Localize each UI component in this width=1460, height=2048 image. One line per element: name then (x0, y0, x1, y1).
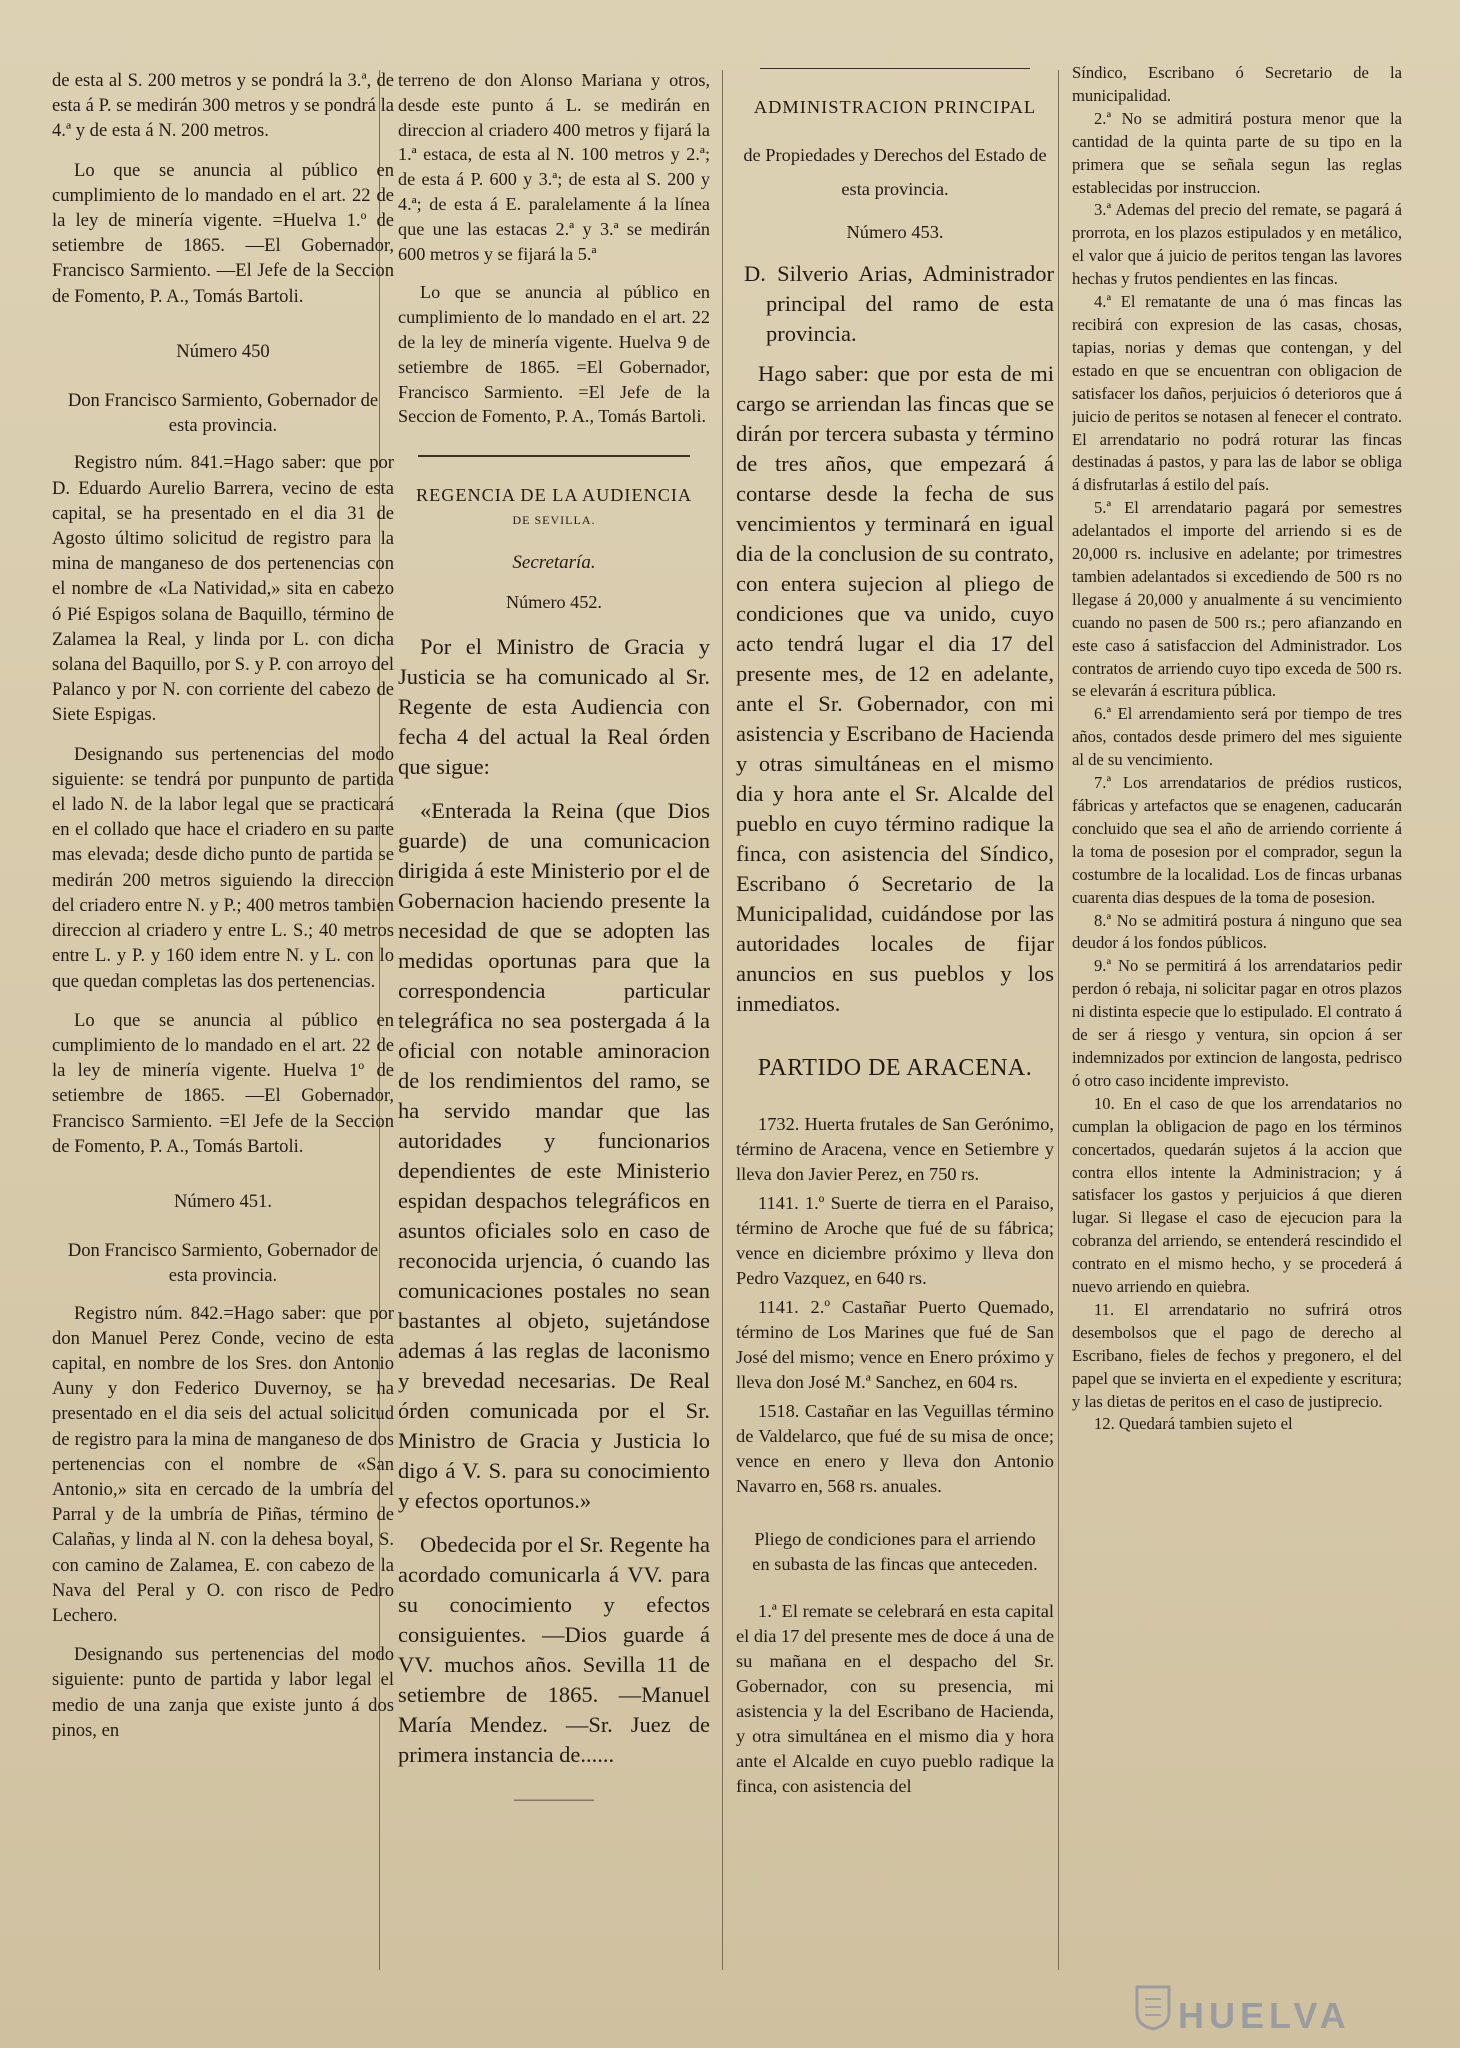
condition-5: 5.ª El arrendatario pagará por semestres adelantados el importe del arriendo si es de 20,000 rs. inclusive en adelante; por trimestres tambien adelantados si excediendo de 500 rs no llegase á 20,000 y anualmente á su vencimiento cuando no pasen de 500 rs.; pero afianzando en este caso á satisfaccion del Administrador. Los contratos de arriendo cuyo tipo exceda de 500 rs. se elevarán á escritura pública. (1072, 498, 1402, 701)
column-4 (1072, 62, 1402, 2022)
paragraph: Por el Ministro de Gracia y Justicia se ha comunicado al Sr. Regente de esta Audiencia con fecha 4 del actual la Real órden que sigue: (398, 634, 710, 780)
paragraph: «Enterada la Reina (que Dios guarde) de una comunicacion dirigida á este Ministerio por el de Gobernacion haciendo presente la necesidad de que se adopten las medidas oportunas para que la correspondencia particular telegráfica no sea postergada á la oficial con notable aminoracion de los rendimientos del ramo, se ha servido mandar que las autoridades y funcionarios dependientes de este Ministerio espidan despachos telegráficos en asuntos oficiales solo en caso de reconocida urjencia, ó cuando las comunicaciones postales no sean bastantes al objeto, sujetándose ademas á las reglas de laconismo y brevedad necesarias. De Real órden comunicada por el Sr. Ministro de Gracia y Justicia lo digo á V. S. para su conocimiento y efectos oportunos.» (398, 798, 710, 1514)
condition-11: 11. El arrendatario no sufrirá otros desembolsos que el pago de derecho al Escribano, fieles de fechos y pregonero, el del papel que se invierta en el expediente y escritura; y las dietas de peritos en el caso de justiprecio. (1072, 1299, 1402, 1411)
paragraph: Obedecida por el Sr. Regente ha acordado comunicarla á VV. para su conocimiento y efectos consiguientes. —Dios guarde á VV. muchos años. Sevilla 11 de setiembre de 1865. —Manuel María Mendez. —Sr. Juez de primera instancia de...... (398, 1532, 710, 1768)
column-rule (722, 70, 723, 1970)
condition-8: 8.ª No se admitirá postura á ninguno que sea deudor á los fondos públicos. (1072, 910, 1402, 953)
section-number-452: Número 452. (506, 591, 602, 612)
paragraph: Designando sus pertenencias del modo siguiente: se tendrá por punpunto de partida el lado N. de la labor legal que se practicará en el collado que hace el criadero en su parte mas elevada; desde dicho punto de partida se medirán 200 metros siguiendo la direccion del criadero entre N. y P.; 400 metros tambien direccion al criadero y entre L. S.; 40 metros entre L. y P. y 160 idem entre N. y L. con lo que quedan completas las dos pertenencias. (52, 743, 394, 992)
property-entry: 1141. 2.º Castañar Puerto Quemado, término de Los Marines que fué de San José del mismo; vence en Enero próximo y lleva don José M.ª Sanchez, en 604 rs. (736, 1297, 1054, 1392)
governor-title: Don Francisco Sarmiento, Gobernador de esta provincia. (67, 1240, 379, 1287)
condition-10: 10. En el caso de que los arrendatarios no cumplan la obligacion de pago en los términos concertados, quedarán sujetos á la accion que contra ellos intente la Administracion; y á satisfacer los gastos y perjuicios á que dieren lugar. Si llegase el caso de ejecucion para la cobranza del arriendo, se entenderá rescindido el contrato en el mismo hecho, y se procederá á nuevo arriendo en quiebra. (1072, 1093, 1402, 1297)
condition-1: 1.ª El remate se celebrará en esta capital el dia 17 del presente mes de doce á una de su mañana en el despacho del Sr. Gobernador, con su presencia, mi asistencia y la del Escribano de Hacienda, y otra simultánea en el mismo dia y hora ante el Alcalde en cuyo pueblo radique la finca, con asistencia del (736, 1601, 1054, 1796)
administrator-title: D. Silverio Arias, Administrador principal del ramo de esta provincia. (744, 261, 1054, 346)
paragraph: Lo que se anuncia al público en cumplimiento de lo mandado en el art. 22 de la ley de minería vigente. Huelva 1º de setiembre de 1865. —El Gobernador, Francisco Sarmiento. =El Jefe de la Seccion de Fomento, P. A., Tomás Bartoli. (52, 1009, 394, 1157)
property-entry: 1732. Huerta frutales de San Gerónimo, término de Aracena, vence en Setiembre y lleva don Javier Perez, en 750 rs. (736, 1114, 1054, 1184)
paragraph: Lo que se anuncia al público en cumplimiento de lo mandado en el art. 22 de la ley de minería vigente. Huelva 9 de setiembre de 1865. =El Gobernador, Francisco Sarmiento. =El Jefe de la Seccion de Fomento, P. A., Tomás Bartoli. (398, 282, 710, 427)
paragraph: terreno de don Alonso Mariana y otros, desde este punto á L. se medirán en direccion al criadero 400 metros y fijará la 1.ª estaca, de esta al N. 100 metros y 2.ª; de esta á P. 600 y 3.ª; de esta al S. 200 y 4.ª; de esta á E. paralelamente á la línea que une las estacas 2.ª y 3.ª se medirán 600 metros y se fijará la 5.ª (398, 70, 710, 264)
district-heading: PARTIDO DE ARACENA. (757, 1055, 1033, 1081)
condition-2: 2.ª No se admitirá postura menor que la cantidad de la quinta parte de su tipo en la primera que se señala segun las reglas establecidas por instruccion. (1072, 108, 1402, 197)
paragraph: Registro núm. 842.=Hago saber: que por don Manuel Perez Conde, vecino de esta capital, en nombre de los Sres. don Antonio Auny y don Federico Duvernoy, se ha presentado en el dia seis del actual solicitud de registro para la mina de manganeso de dos pertenencias con el nombre de «San Antonio,» sita en cercado de la umbría del Parral y de la umbría de Piñas, término de Calañas, y linda al N. con la dehesa boyal, S. con camino de Zalamea, E. con cabezo de la Nava del Peral y O. con risco de Pedro Lechero. (52, 1302, 394, 1626)
property-entry: 1518. Castañar en las Veguillas término de Valdelarco, que fué de su misa de once; vence en enero y lleva don Antonio Navarro en, 568 rs. anuales. (736, 1401, 1054, 1496)
paragraph: Lo que se anuncia al público en cumplimiento de lo mandado en el art. 22 de la ley de minería vigente. =Huelva 1.º de setiembre de 1865. —El Gobernador, Francisco Sarmiento. —El Jefe de la Seccion de Fomento, P. A., Tomás Bartoli. (52, 159, 394, 307)
paragraph: Registro núm. 841.=Hago saber: que por D. Eduardo Aurelio Barrera, vecino de esta capital, se ha presentado en el dia 31 de Agosto último solicitud de registro para la mina de manganeso de dos pertenencias con el nombre de «La Natividad,» sita en cabezo ó Pié Espigos solana de Baquillo, término de Zalamea la Real, y linda por L. con dicha solana del Baquillo, por S. y P. con arroyo del Palanco y por N. con corriente del cabezo de Siete Espigas. (52, 452, 394, 726)
section-subheading: de Propiedades y Derechos del Estado de esta provincia. (743, 145, 1047, 199)
paragraph: Hago saber: que por esta de mi cargo se arriendan las fincas que se dirán por tercera subasta y término de tres años, que empezará á contarse desde la fecha de sus vencimientos y terminará en igual dia de la conclusion de su contrato, con entera sujecion al pliego de condiciones que va unido, cuyo acto tendrá lugar el dia 17 del presente mes, de 12 en adelante, ante el Sr. Gobernador, con mi asistencia y Escribano de Hacienda y otras simultáneas en el mismo dia y hora ante el Sr. Alcalde del pueblo en cuyo término radique la finca, con asistencia del Síndico, Escribano ó Secretario de la Municipalidad, cuidándose por las autoridades locales de fijar anuncios en sus pueblos y los inmediatos. (736, 361, 1054, 1016)
column-2 (398, 68, 710, 2028)
column-1 (52, 68, 394, 2028)
property-entry: 1141. 1.º Suerte de tierra en el Paraiso, término de Aroche que fué de su fábrica; vence en diciembre próximo y lleva don Pedro Vazquez, en 640 rs. (736, 1193, 1054, 1288)
condition-12: 12. Quedará tambien sujeto el (1094, 1414, 1293, 1434)
conditions-heading: Pliego de condiciones para el arriendo en subasta de las fincas que anteceden. (752, 1529, 1038, 1574)
section-number-451: Número 451. (173, 1190, 273, 1212)
condition-4: 4.ª El rematante de una ó mas fincas las recibirá con expresion de las casas, chosas, tapias, norias y demas que contengan, y del estado en que se encuentran con obligacion de satisfacer los daños, perjuicios ó deterioros que á juicio de peritos se notasen al fenecer el contrato. El arrendatario no podrá roturar las fincas destinadas á pastos, y para las de labor se obliga á disfrutarlas á estilo del país. (1072, 292, 1402, 495)
section-subheading: DE SEVILLA. (512, 512, 596, 527)
section-number-450: Número 450 (176, 340, 270, 362)
secretaria-label: Secretaría. (512, 551, 596, 573)
watermark-logo: HUELVA (1178, 1995, 1351, 2036)
paragraph: de esta al S. 200 metros y se pondrá la 3.ª, de esta á P. se medirán 300 metros y se pondrá la 4.ª y de esta á N. 200 metros. (52, 70, 394, 142)
condition-6: 6.ª El arrendamiento será por tiempo de tres años, contados desde primero del mes siguiente al de su vencimiento. (1072, 704, 1402, 770)
column-rule (1058, 70, 1059, 1970)
column-3 (736, 68, 1054, 2028)
section-heading: REGENCIA DE LA AUDIENCIA (415, 485, 693, 506)
archive-shield-icon (1135, 1985, 1171, 2031)
condition-7: 7.ª Los arrendatarios de prédios rusticos, fábricas y artefactos que se enagenen, caducarán concluido que sea el año de arriendo corriente á la toma de posesion por el comprador, segun la costumbre de la localidad. Los de fincas urbanas cuarenta dias despues de la toma de posesion. (1072, 773, 1402, 907)
section-heading: ADMINISTRACION PRINCIPAL (753, 97, 1037, 117)
paragraph: Designando sus pertenencias del modo siguiente: punto de partida y labor legal el medio de una zanja que existe junto á dos pinos, en (52, 1644, 394, 1741)
section-divider (760, 68, 1030, 69)
condition-9: 9.ª No se permitirá á los arrendatarios pedir perdon ó rebaja, ni solicitar pagar en otros plazos ni distinta especie que lo estipulado. El contrato á de ser á riesgo y ventura, sin opcion á ser indemnizados por extincion de langosta, pedrisco ó otro caso incidente imprevisto. (1072, 956, 1402, 1090)
section-divider (418, 455, 690, 457)
governor-title: Don Francisco Sarmiento, Gobernador de esta provincia. (67, 390, 379, 437)
condition-3: 3.ª Ademas del precio del remate, se pagará á prorrota, en los plazos estipulados y en metálico, el valor que á juicio de peritos tengan las lavores hechas y frutos pendientes en las fincas. (1072, 200, 1402, 289)
ornament-divider: ————— (514, 1791, 594, 1809)
section-number-453: Número 453. (846, 222, 944, 242)
condition-text: Síndico, Escribano ó Secretario de la municipalidad. (1072, 63, 1402, 105)
